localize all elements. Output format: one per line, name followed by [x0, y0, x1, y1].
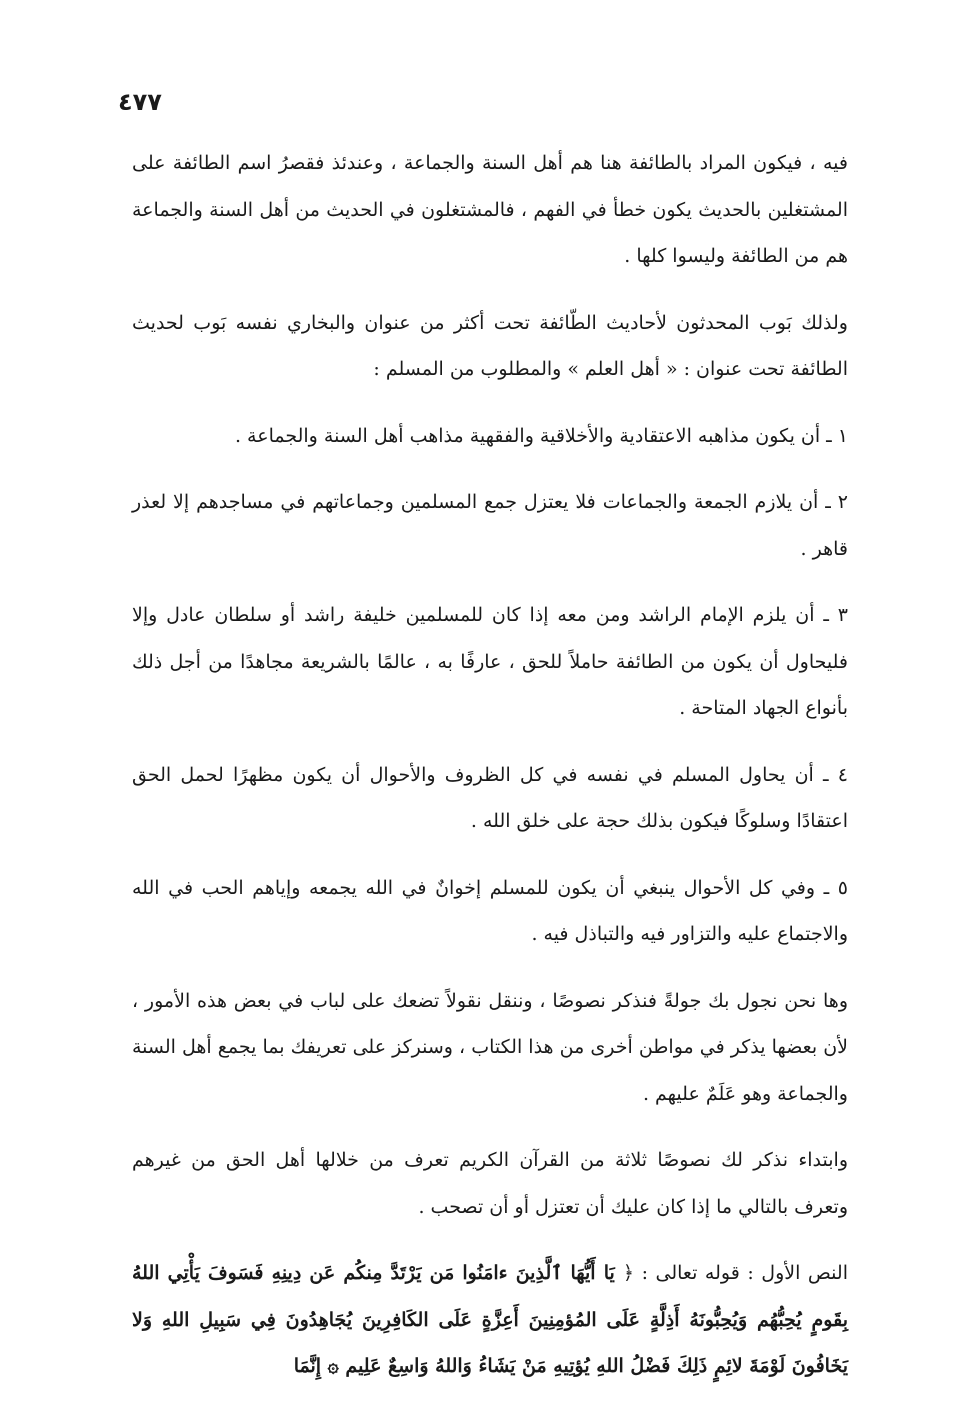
paragraph: ولذلك بَوب المحدثون لأحاديث الطّائفة تحت أكثر من عنوان والبخاري نفسه بَوب لحديث الطائفة تحت عنوان : « أهل العلم » والمطلوب من المسلم :	[132, 311, 848, 380]
list-item: ٣ ـ أن يلزم الإمام الراشد ومن معه إذا كان للمسلمين خليفة راشد أو سلطان عادل وإلا فليحاول أن يكون من الطائفة حاملاً للحق ، عارفًا به ، عالمًا بالشريعة مجاهدًا من أجل ذلك بأنواع الجهاد المتاحة .	[132, 604, 848, 719]
paragraph: فيه ، فيكون المراد بالطائفة هنا هم أهل السنة والجماعة ، وعندئذ فقصرُ اسم الطائفة على المشتغلين بالحديث يكون خطأ في الفهم ، فالمشتغلون في الحديث من أهل السنة والجماعة هم من الطائفة وليسوا كلها .	[132, 152, 848, 267]
quran-lead: النص الأول : قوله تعالى : ﴿	[622, 1262, 848, 1284]
page-number: ٤٧٧	[118, 88, 162, 116]
list-item: ١ ـ أن يكون مذاهبه الاعتقادية والأخلاقية والفقهية مذاهب أهل السنة والجماعة .	[234, 424, 848, 447]
paragraph: وها نحن نجول بك جولةً فنذكر نصوصًا ، وننقل نقولاً تضعك على لباب في بعض هذه الأمور ، لأن بعضها يذكر في مواطن أخرى من هذا الكتاب ، وسنركز على تعريفك بما يجمع أهل السنة والجماعة وهو عَلَمٌ عليهم .	[132, 989, 849, 1105]
page-body	[132, 140, 848, 1410]
list-item: ٥ ـ وفي كل الأحوال ينبغي أن يكون للمسلم إخوانٌ في الله يجمعه وإياهم الحب في الله والاجتماع عليه والتزاور فيه والتباذل فيه .	[132, 876, 848, 945]
quran-verse: يَا أَيُّهَا ٱلَّذِينَ ءامَنُوا مَن يَرْتَدَّ مِنكُم عَن دِينِهِ فَسَوفَ يَأْتِي اللهُ بِقَومٍ يُحِبُّهُم وَيُحِبُّونَهُ أَذِلَّةٍ عَلَى المُؤمِنِينَ أَعِزَّةٍ عَلَى الكَافِرِينَ يُجَاهِدُونَ فِي سَبِيلِ اللهِ وَلا يَخَافُونَ لَوْمَةَ لائِمٍ ذَلِكَ فَضْلُ اللهِ يُؤتِيهِ مَنْ يَشَاءُ وَاللهُ وَاسِعٌ عَلِيم ۞ إِنَّمَا	[132, 1262, 848, 1377]
paragraph: وابتداء نذكر لك نصوصًا ثلاثة من القرآن الكريم تعرف من خلالها أهل الحق من غيرهم وتعرف بالتالي ما إذا كان عليك أن تعتزل أو أن تصحب .	[132, 1149, 848, 1218]
quran-paragraph	[132, 1250, 848, 1390]
list-item: ٤ ـ أن يحاول المسلم في نفسه في كل الظروف والأحوال أن يكون مظهرًا لحمل الحق اعتقادًا وسلوكًا فيكون بذلك حجة على خلق الله .	[132, 763, 848, 832]
list-item: ٢ ـ أن يلازم الجمعة والجماعات فلا يعتزل جمع المسلمين وجماعاتهم في مساجدهم إلا لعذر قاهر .	[132, 491, 848, 560]
